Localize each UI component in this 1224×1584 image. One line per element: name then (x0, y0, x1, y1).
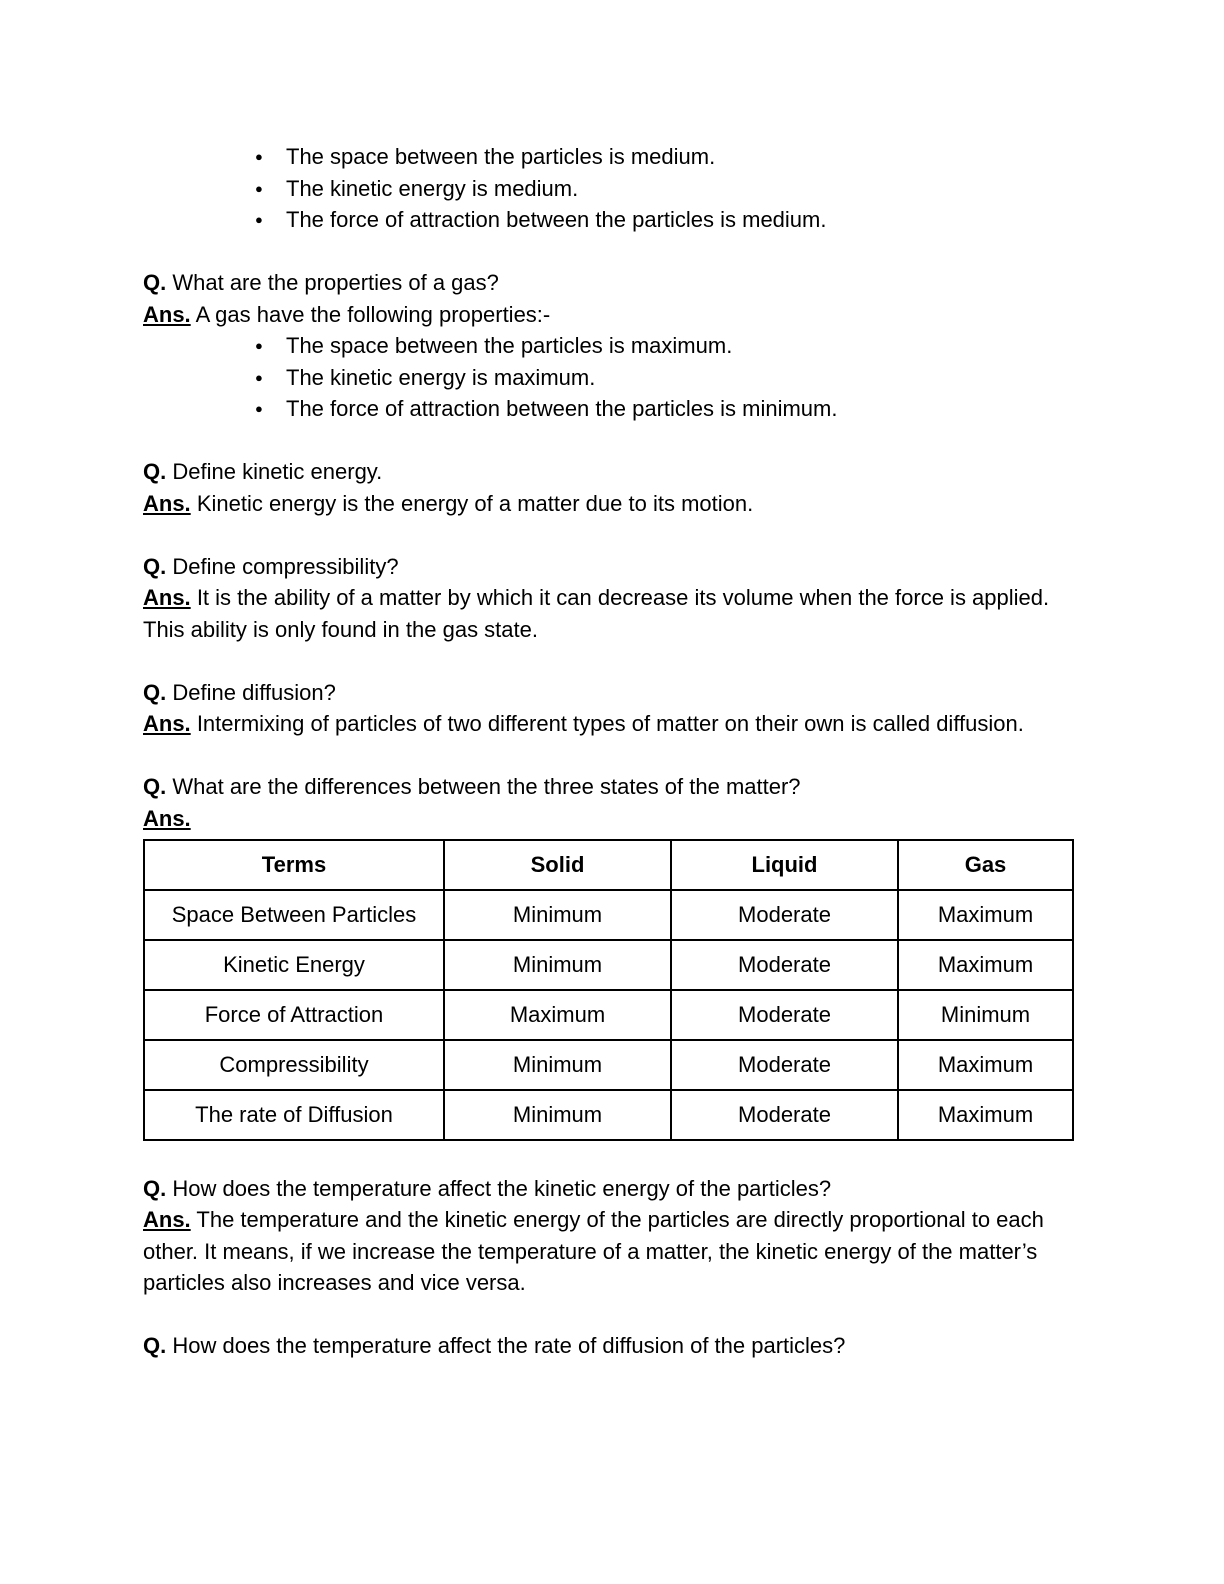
table-header-cell: Liquid (671, 840, 898, 890)
qa-section (143, 677, 1081, 740)
answer-text: The temperature and the kinetic energy of the particles are directly proportional to each other. It means, if we increase the temperature of a matter, the kinetic energy of the matter’s particles also increases and vice versa. (143, 1207, 1044, 1295)
answer-label: Ans. (143, 585, 191, 610)
answer-line (143, 1204, 1081, 1299)
qa-section (143, 771, 1081, 1141)
table-header-row (144, 840, 1073, 890)
question-text: How does the temperature affect the kinetic energy of the particles? (172, 1175, 832, 1201)
answer-text: It is the ability of a matter by which it can decrease its volume when the force is applied. This ability is only found in the gas state. (143, 585, 1050, 642)
bullet-text: The force of attraction between the particles is minimum. (286, 396, 838, 421)
question-text: What are the properties of a gas? (172, 270, 499, 295)
table-row (144, 890, 1073, 940)
bullet-text: The kinetic energy is medium. (286, 175, 579, 201)
table-cell: Maximum (898, 940, 1073, 990)
answer-text: A gas have the following properties:- (195, 301, 551, 327)
question-label: Q. (143, 1175, 167, 1201)
table-head (144, 840, 1073, 890)
bullet-icon: ● (255, 369, 263, 385)
list-item (143, 141, 1081, 173)
list-item (143, 362, 1081, 394)
list-item (143, 393, 1081, 425)
question-line (143, 771, 1081, 803)
table-cell: Compressibility (144, 1040, 444, 1090)
answer-line (143, 803, 1081, 835)
bullet-icon: ● (255, 338, 263, 353)
question-line (143, 677, 1081, 709)
question-text: Define compressibility? (172, 553, 399, 579)
qa-section (143, 1173, 1081, 1299)
answer-line (143, 299, 1081, 331)
table-row (144, 940, 1073, 990)
answer-label: Ans. (143, 711, 191, 736)
answer-label: Ans. (143, 805, 191, 831)
question-label: Q. (143, 1333, 167, 1358)
answer-label: Ans. (143, 490, 191, 516)
question-text: Define kinetic energy. (172, 459, 383, 484)
question-label: Q. (143, 459, 167, 484)
question-text: What are the differences between the three states of the matter? (172, 774, 801, 799)
table-cell: Kinetic Energy (144, 940, 444, 990)
table-cell: Minimum (898, 990, 1073, 1040)
answer-text: Kinetic energy is the energy of a matter due to its motion. (196, 490, 754, 516)
table-cell: Minimum (444, 890, 671, 940)
table-row (144, 1040, 1073, 1090)
list-item (143, 204, 1081, 236)
bullet-list (143, 330, 1081, 425)
question-line (143, 1173, 1081, 1205)
bullet-icon: ● (255, 212, 263, 227)
table-cell: Maximum (898, 1090, 1073, 1140)
question-label: Q. (143, 553, 167, 579)
table-header-cell: Solid (444, 840, 671, 890)
bullet-text: The kinetic energy is maximum. (286, 364, 596, 390)
table-header-cell: Gas (898, 840, 1073, 890)
table-cell: Space Between Particles (144, 890, 444, 940)
question-text: Define diffusion? (172, 679, 336, 705)
bullet-icon: ● (255, 401, 263, 416)
table-cell: Maximum (898, 1040, 1073, 1090)
question-line (143, 456, 1081, 488)
question-line (143, 1330, 1081, 1362)
table-body (144, 890, 1073, 1140)
list-item (143, 173, 1081, 205)
states-comparison-table (143, 839, 1074, 1141)
table-cell: Minimum (444, 1090, 671, 1140)
table-cell: Minimum (444, 940, 671, 990)
question-line (143, 551, 1081, 583)
table-row (144, 1090, 1073, 1140)
table-cell: Force of Attraction (144, 990, 444, 1040)
qa-section (143, 551, 1081, 646)
table-cell: The rate of Diffusion (144, 1090, 444, 1140)
table-cell: Moderate (671, 1090, 898, 1140)
bullet-icon: ● (255, 180, 263, 196)
table-cell: Moderate (671, 990, 898, 1040)
answer-line (143, 582, 1081, 645)
qa-section (143, 141, 1081, 236)
qa-section (143, 267, 1081, 425)
bullet-list (143, 141, 1081, 236)
question-label: Q. (143, 270, 167, 295)
table-cell: Minimum (444, 1040, 671, 1090)
answer-line (143, 708, 1081, 740)
table-cell: Moderate (671, 940, 898, 990)
bullet-text: The space between the particles is maximum. (286, 333, 733, 358)
qa-section (143, 1330, 1081, 1362)
question-label: Q. (143, 774, 167, 799)
answer-label: Ans. (143, 301, 191, 327)
bullet-text: The force of attraction between the particles is medium. (286, 207, 827, 232)
question-line (143, 267, 1081, 299)
table-cell: Maximum (898, 890, 1073, 940)
answer-label: Ans. (143, 1207, 191, 1232)
table-cell: Maximum (444, 990, 671, 1040)
bullet-text: The space between the particles is medium. (286, 144, 716, 169)
bullet-icon: ● (255, 149, 263, 164)
table-cell: Moderate (671, 890, 898, 940)
table-cell: Moderate (671, 1040, 898, 1090)
qa-section (143, 456, 1081, 519)
question-label: Q. (143, 679, 167, 705)
question-text: How does the temperature affect the rate of diffusion of the particles? (172, 1333, 846, 1358)
answer-line (143, 488, 1081, 520)
list-item (143, 330, 1081, 362)
answer-text: Intermixing of particles of two different types of matter on their own is called diffusion. (196, 711, 1024, 736)
table-header-cell: Terms (144, 840, 444, 890)
table-row (144, 990, 1073, 1040)
